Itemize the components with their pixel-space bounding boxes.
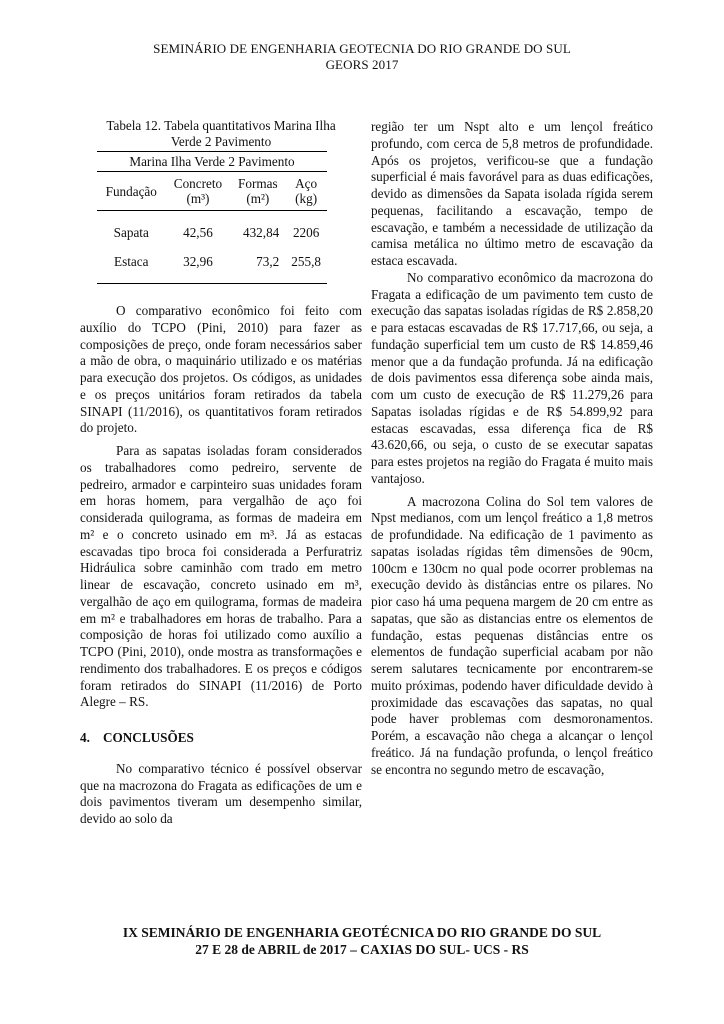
section-number: 4.: [80, 730, 90, 745]
col-header-formas: Formas (m²): [230, 172, 285, 211]
cell-aco: 2206: [292, 225, 320, 240]
cell-concreto: 42,56: [183, 225, 213, 240]
table-header-row: [97, 172, 327, 211]
quantities-table: [97, 151, 327, 284]
header-line-1: SEMINÁRIO DE ENGENHARIA GEOTECNIA DO RIO GRANDE DO SUL: [153, 41, 571, 56]
body-paragraph: Para as sapatas isoladas foram considerados os trabalhadores como pedreiro, servente de pedreiro, armador e carpinteiro suas unidades foram em horas homem, para vergalhão de aço foi considerada quilograma, as formas de madeira em m² e o concreto usinado em m³. Já as estacas escavadas tipo broca foi considerada a Perfuratriz Hidráulica sobre caminhão com trado em metro linear de escavação, concreto usinado em m³, vergalhão de aço em quilograma, formas de madeira em m² e trabalhadores em horas de trabalho. Para a composição de horas foi utilizado como auxílio a TCPO (Pini, 2010), onde mostra as transformações e rendimento dos trabalhadores. E os preços e códigos foram retirados do SINAPI (11/2016) de Porto Alegre – RS.: [80, 443, 362, 710]
cell-concreto: 32,96: [166, 240, 231, 284]
body-paragraph: A macrozona Colina do Sol tem valores de Npst medianos, com um lençol freático a 1,8 metros de profundidade. Na edificação de 1 pavimento as sapatas isoladas rígidas têm dimensões de 90cm, 100cm e 130cm no qual pode ocorrer problemas na execução devido às distâncias entre os pilares. No pior caso há uma pequena margem de 20 cm entre as sapatas, que são as distancias entre os elementos de fundação, estas pequenas distâncias entre os elementos de fundação superficial acabam por não serem salutares tecnicamente por encontrarem-se muito próximas, podendo haver dificuldade devido à proximidade das escavações das sapatas, no qual pode haver problemas com desmoronamentos. Porém, a escavação não chega a alcançar o lençol freático. Já na fundação profunda, o lençol freático se encontra no segundo metro de escavação,: [371, 493, 653, 777]
body-paragraph: No comparativo econômico da macrozona do Fragata a edificação de um pavimento tem custo de execução das sapatas isoladas rígidas de R$ 2.858,20 e para estacas escavadas de R$ 17.717,66, ou seja, a fundação superficial tem um custo de R$ 14.859,46 menor que a da fundação profunda. Já na edificação de dois pavimentos essa diferença sobe ainda mais, com um custo de execução de R$ 11.279,26 para Sapatas isoladas rígidas e de R$ 54.899,92 para estacas escavadas, essa diferença fica de R$ 43.620,66, ou seja, o custo de se executar sapatas para estes projetos na região do Fragata é muito mais vantajoso.: [371, 269, 653, 486]
footer-line-1: IX SEMINÁRIO DE ENGENHARIA GEOTÉCNICA DO RIO GRANDE DO SUL: [122, 925, 602, 940]
col-header-fundacao: Fundação: [97, 172, 166, 211]
header-line-2: GEORS 2017: [325, 57, 399, 72]
body-paragraph: região ter um Nspt alto e um lençol freático profundo, com cerca de 5,8 metros de profundidade. Após os projetos, verificou-se que a fundação superficial é mais favorável para as duas edificações, devido as dimensões da Sapata isolada rígida serem pequenas, facilitando a escavação, tempo de escavação, e também a necessidade de utilização da camisa metálica no último metro de escavação da estaca escavada.: [371, 119, 653, 268]
right-column: [371, 119, 653, 778]
cell-fundacao: Sapata: [113, 225, 149, 240]
col-header-aco: Aço (kg): [285, 172, 327, 211]
footer-line-2: 27 E 28 de ABRIL de 2017 – CAXIAS DO SUL- UCS - RS: [195, 942, 529, 957]
body-paragraph: O comparativo econômico foi feito com auxílio do TCPO (Pini, 2010) para fazer as composições de preço, onde foram necessários saber a mão de obra, o maquinário utilizado e os matérias para execução dos projetos. Os códigos, as unidades e os preços unitários foram retirados da tabela SINAPI (11/2016), os quantitativos foram retirados do projeto.: [80, 303, 362, 436]
table-caption-line-1: Tabela 12. Tabela quantitativos Marina Ilha: [106, 118, 336, 133]
cell-formas: 73,2: [230, 240, 285, 284]
table-caption-line-2: Verde 2 Pavimento: [170, 134, 272, 149]
section-title: CONCLUSÕES: [103, 730, 194, 745]
left-column: [80, 118, 362, 828]
cell-fundacao: Estaca: [97, 240, 166, 284]
col-header-concreto: Concreto (m³): [166, 172, 231, 211]
page-footer: [0, 924, 724, 958]
cell-formas: 432,84: [242, 225, 280, 240]
cell-aco: 255,8: [285, 240, 327, 284]
body-paragraph: No comparativo técnico é possível observar que na macrozona do Fragata as edificações de um e dois pavimentos tiveram um desempenho similar, devido ao solo da: [80, 760, 362, 826]
table-title: Marina Ilha Verde 2 Pavimento: [97, 152, 327, 172]
page-header: [0, 41, 724, 73]
table-caption: [80, 118, 362, 150]
table-row: [97, 211, 327, 241]
table-row: [97, 240, 327, 284]
section-heading: [80, 730, 362, 747]
